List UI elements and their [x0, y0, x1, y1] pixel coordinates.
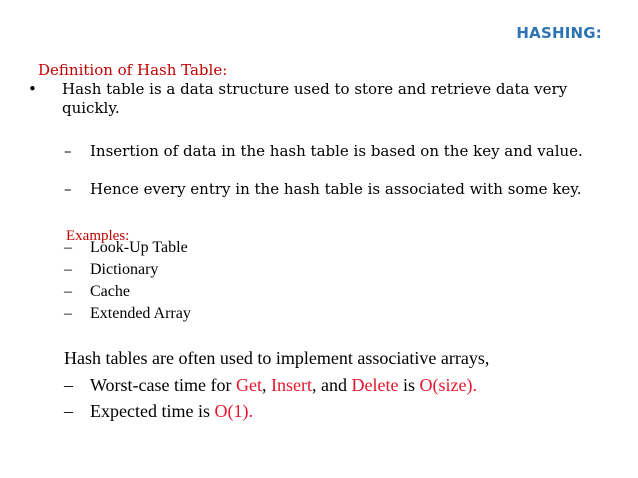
point-text: Hence every entry in the hash table is associated with some key.	[90, 180, 582, 198]
slide-title: HASHING:	[516, 24, 602, 42]
example-text: Cache	[90, 283, 130, 300]
expected-item	[64, 400, 604, 422]
worst-case-item	[64, 374, 604, 396]
dash-mark: –	[64, 305, 72, 322]
examples-label: Examples:	[66, 228, 130, 244]
dash-mark: –	[64, 401, 73, 421]
worst-complexity: O(size).	[419, 375, 477, 395]
dash-mark: –	[64, 375, 73, 395]
example-item	[64, 260, 604, 280]
dash-mark: –	[64, 180, 72, 198]
example-text: Dictionary	[90, 261, 159, 278]
delete-operation: Delete	[351, 375, 399, 395]
expected-complexity: O(1).	[214, 401, 253, 421]
example-item	[64, 304, 604, 324]
point-item	[64, 180, 604, 199]
worst-case-prefix: Worst-case time for	[90, 375, 236, 395]
separator: , and	[311, 375, 352, 395]
dash-mark: –	[64, 142, 72, 160]
example-item	[64, 282, 604, 302]
get-operation: Get	[236, 375, 262, 395]
expected-prefix: Expected time is	[90, 401, 215, 421]
example-text: Extended Array	[90, 305, 191, 322]
separator: ,	[262, 375, 271, 395]
dash-mark: –	[64, 239, 72, 256]
example-item	[64, 238, 604, 258]
bullet-mark: •	[28, 80, 37, 98]
paragraph: Hash tables are often used to implement associative arrays,	[64, 348, 490, 368]
insert-operation: Insert	[271, 375, 312, 395]
definition-heading: Definition of Hash Table:	[38, 61, 228, 79]
example-text: Look-Up Table	[90, 239, 188, 256]
is-text: is	[398, 375, 420, 395]
point-text: Insertion of data in the hash table is based on the key and value.	[90, 142, 583, 160]
point-item	[64, 142, 604, 161]
expected-text	[90, 400, 604, 422]
worst-case-text	[90, 374, 604, 396]
dash-mark: –	[64, 283, 72, 300]
dash-mark: –	[64, 261, 72, 278]
definition-text: Hash table is a data structure used to store and retrieve data very quickly.	[62, 80, 568, 117]
definition-bullet	[26, 80, 606, 118]
